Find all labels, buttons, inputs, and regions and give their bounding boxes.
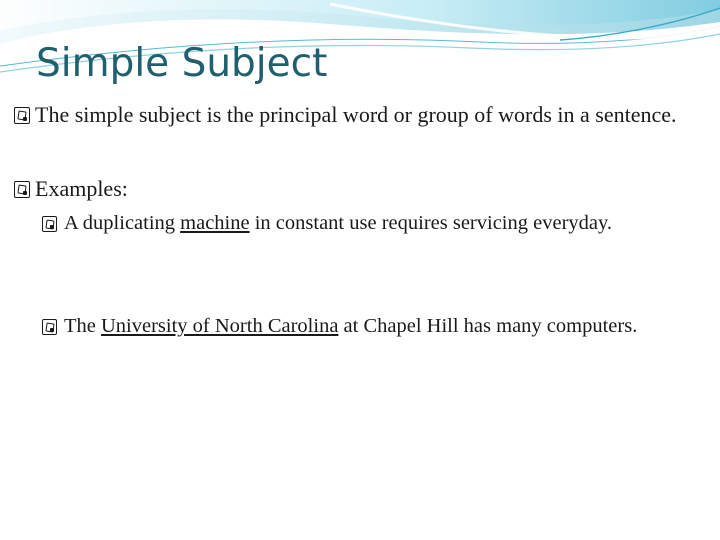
example-text-after: in constant use requires servicing everyday. — [249, 212, 613, 234]
bullet-icon — [14, 107, 30, 124]
definition-text: The simple subject is the principal word or group of words in a sentence. — [35, 102, 677, 127]
bullet-icon — [14, 181, 30, 198]
example-item — [14, 208, 704, 238]
examples-heading: Examples: — [35, 176, 128, 201]
example-text-after: at Chapel Hill has many computers. — [338, 315, 638, 337]
bullet-icon — [42, 216, 57, 232]
example-text-before: A duplicating — [64, 212, 181, 234]
example-text-before: The — [64, 315, 101, 337]
definition-bullet — [14, 100, 704, 130]
simple-subject-underlined: machine — [180, 212, 250, 234]
slide-body — [14, 100, 704, 341]
example-item — [14, 311, 704, 341]
simple-subject-underlined: University of North Carolina — [101, 315, 339, 337]
slide-title: Simple Subject — [36, 41, 328, 86]
examples-heading-bullet — [14, 174, 704, 204]
bullet-icon — [42, 319, 57, 335]
